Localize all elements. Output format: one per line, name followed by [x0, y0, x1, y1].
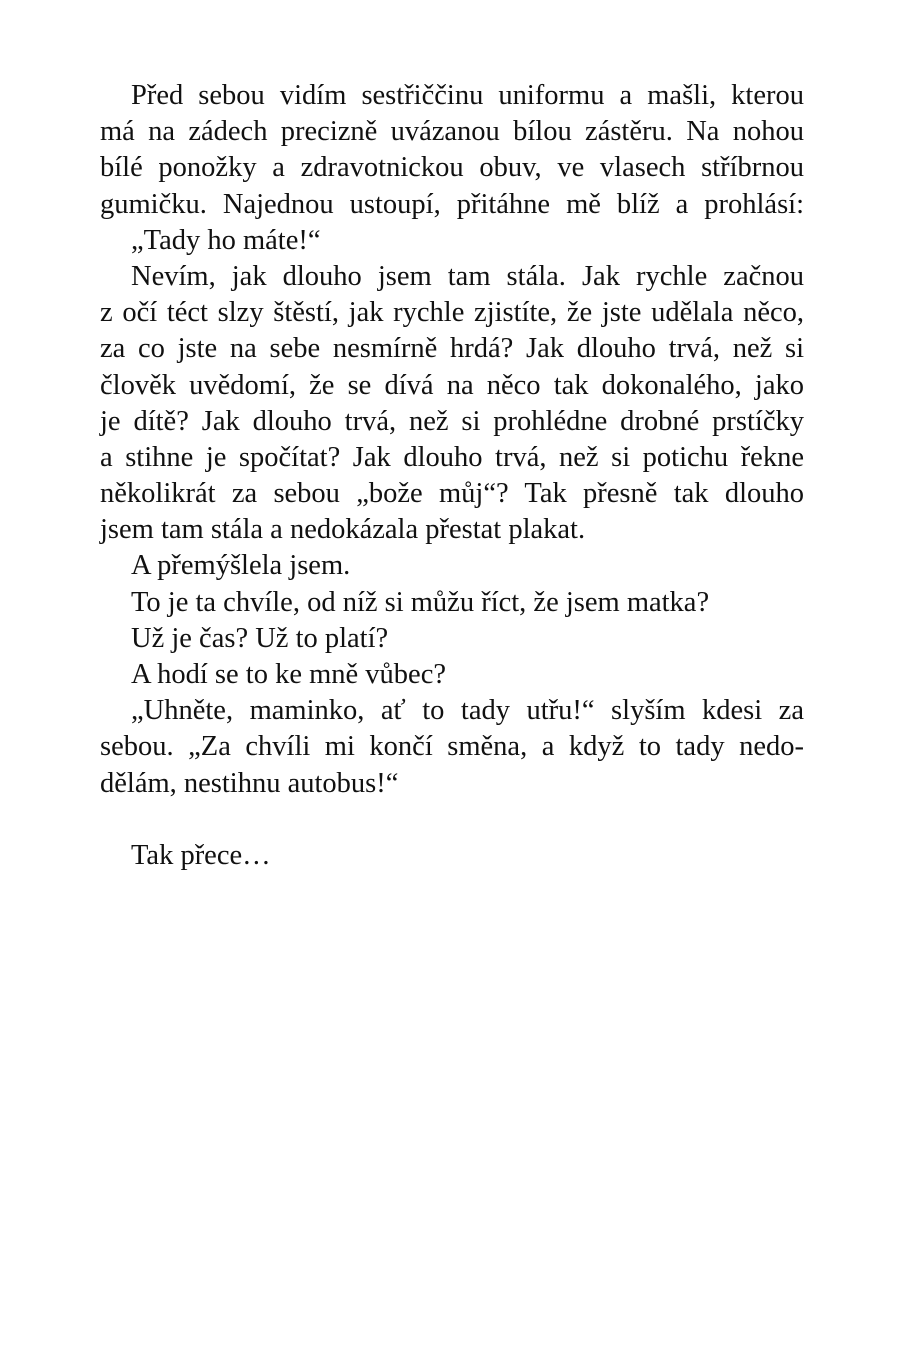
- text-line: jsem tam stála a nedokázala přestat plakat.: [100, 514, 586, 546]
- text-line: je dítě? Jak dlouho trvá, než si prohlédne drobné prstíčky: [100, 405, 804, 437]
- text-line: několikrát za sebou „bože můj“? Tak přesně tak dlouho: [100, 478, 804, 510]
- text-line: dělám, nestihnu autobus!“: [100, 767, 399, 799]
- text-line: „Uhněte, maminko, ať to tady utřu!“ slyším kdesi za: [131, 695, 804, 727]
- text-line: To je ta chvíle, od níž si můžu říct, že jsem matka?: [131, 586, 710, 618]
- paragraph-gap: [100, 802, 804, 838]
- text-line: má na zádech precizně uvázanou bílou zástěru. Na nohou: [100, 116, 804, 148]
- text-line: „Tady ho máte!“: [131, 224, 321, 256]
- text-line: Nevím, jak dlouho jsem tam stála. Jak rychle začnou: [131, 260, 804, 292]
- text-line: Už je čas? Už to platí?: [131, 622, 389, 654]
- text-line: bílé ponožky a zdravotnickou obuv, ve vlasech stříbrnou: [100, 152, 804, 184]
- body-text: [100, 78, 804, 874]
- text-line: člověk uvědomí, že se dívá na něco tak dokonalého, jako: [100, 369, 804, 401]
- text-line: a stihne je spočítat? Jak dlouho trvá, než si potichu řekne: [100, 441, 804, 473]
- text-line: za co jste na sebe nesmírně hrdá? Jak dlouho trvá, než si: [100, 333, 804, 365]
- text-line: A přemýšlela jsem.: [131, 550, 351, 582]
- text-line: A hodí se to ke mně vůbec?: [131, 659, 447, 690]
- text-line: sebou. „Za chvíli mi končí směna, a když to tady nedo-: [100, 731, 804, 763]
- text-line: Tak přece…: [131, 839, 271, 871]
- text-line: Před sebou vidím sestřiččinu uniformu a mašli, kterou: [131, 80, 804, 111]
- text-line: z očí téct slzy štěstí, jak rychle zjistíte, že jste udělala něco,: [100, 297, 804, 329]
- text-line: gumičku. Najednou ustoupí, přitáhne mě blíž a prohlásí:: [100, 188, 804, 220]
